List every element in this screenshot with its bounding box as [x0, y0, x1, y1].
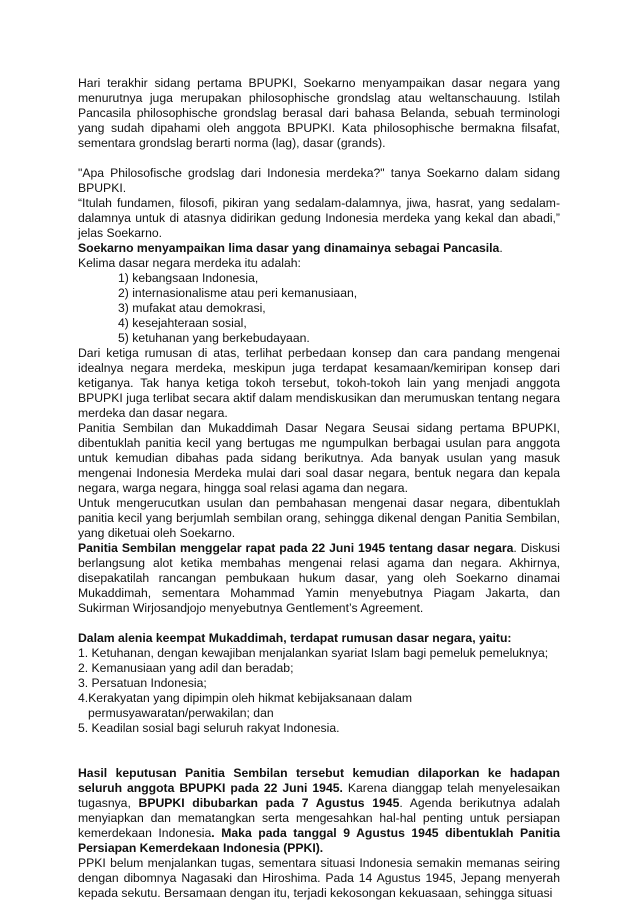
- spacer: [78, 736, 560, 766]
- list-intro: Kelima dasar negara merdeka itu adalah:: [78, 256, 301, 270]
- list-item: 1) kebangsaan Indonesia,: [118, 271, 259, 285]
- mukaddimah-list: [78, 646, 560, 736]
- list-item: 2) internasionalisme atau peri kemanusiaan,: [118, 286, 358, 300]
- quote-soekarno-answer: “Itulah fundamen, filosofi, pikiran yang sedalam-dalamnya, jiwa, hasrat, yang sedalam-dalamnya untuk di atasnya didirikan gedung Indonesia merdeka yang kekal dan abadi,” jelas Soekarno.: [78, 196, 560, 240]
- list-item-text: 4.Kerakyatan yang dipimpin oleh hikmat kebijaksanaan dalam: [78, 691, 413, 705]
- heading-five-principles: [78, 241, 560, 256]
- paragraph-ppki: PPKI belum menjalankan tugas, sementara situasi Indonesia semakin memanas seiring dengan dibomnya Nagasaki dan Hiroshima. Pada 14 Agustus 1945, Jepang menyerah kepada sekutu. Bersamaan dengan itu, terjadi kekosongan kekuasaan, sehingga situasi: [78, 856, 560, 900]
- list-item: 5) ketuhanan yang berkebudayaan.: [118, 331, 310, 345]
- list-item: 5. Keadilan sosial bagi seluruh rakyat Indonesia.: [78, 721, 340, 735]
- paragraph-philosophische: Hari terakhir sidang pertama BPUPKI, Soekarno menyampaikan dasar negara yang menurutnya juga merupakan philosophische grondslag atau weltanschauung. Istilah Pancasila philosophische grondslag berasal dari bahasa Belanda, sebuah terminologi yang sudah dipahami oleh anggota BPUPKI. Kata philosophische bermakna filsafat, sementara grondslag berarti norma (lag), dasar (grands).: [78, 76, 560, 150]
- list-item: 3) mufakat atau demokrasi,: [118, 301, 266, 315]
- list-item: 2. Kemanusiaan yang adil dan beradab;: [78, 661, 294, 675]
- paragraph-hasil-keputusan: [78, 766, 560, 856]
- hasil-bold-2: BPUPKI dibubarkan pada 7 Agustus 1945: [138, 796, 400, 810]
- list-item: [78, 691, 560, 721]
- list-item: 3. Persatuan Indonesia;: [78, 676, 207, 690]
- paragraph-three-formulations: Dari ketiga rumusan di atas, terlihat perbedaan konsep dan cara pandang mengenai idealnya negara merdeka, meskipun juga terdapat kesamaan/kemiripan konsep dari ketiganya. Tak hanya ketiga tokoh tersebut, tokoh-tokoh lain yang menjadi anggota BPUPKI juga terlibat secara aktif dalam mendiskusikan dan merumuskan tentang negara merdeka dan dasar negara.: [78, 346, 560, 420]
- hasil-text-2: . Agenda berikutnya adalah menyiapkan dan mematangkan serta mengesahkan hal-hal penting untuk persiapan kemerdekaan Indonesia: [78, 796, 560, 840]
- document-page: [78, 76, 560, 901]
- list-item: 1. Ketuhanan, dengan kewajiban menjalankan syariat Islam bagi pemeluk pemeluknya;: [78, 646, 549, 660]
- paragraph-rapat: [78, 541, 560, 616]
- list-item-continuation: permusyawaratan/perwakilan; dan: [88, 706, 274, 720]
- heading-five-bold: Soekarno menyampaikan lima dasar yang dinamainya sebagai Pancasila: [78, 241, 500, 255]
- paragraph-panitia-sembilan: Panitia Sembilan dan Mukaddimah Dasar Negara Seusai sidang pertama BPUPKI, dibentuklah panitia kecil yang bertugas me ngumpulkan berbagai usulan para anggota untuk kemudian dibahas pada sidang berikutnya. Ada banyak usulan yang masuk mengenai Indonesia Merdeka mulai dari soal dasar negara, bentuk negara dan kepala negara, warga negara, hingga soal relasi agama dan negara.: [78, 421, 560, 495]
- soekarno-principles-list: [78, 271, 560, 346]
- quote-soekarno-question: "Apa Philosofische grodslag dari Indonesia merdeka?" tanya Soekarno dalam sidang BPUPKI.: [78, 166, 560, 195]
- heading-alenia-bold: Dalam alenia keempat Mukaddimah, terdapat rumusan dasar negara, yaitu:: [78, 631, 512, 645]
- heading-five-tail: .: [499, 241, 503, 255]
- rapat-bold: Panitia Sembilan menggelar rapat pada 22 Juni 1945 tentang dasar negara: [78, 541, 514, 555]
- heading-alenia: [78, 631, 560, 646]
- spacer: [78, 616, 560, 631]
- rapat-rest: . Diskusi berlangsung alot ketika membahas mengenai relasi agama dan negara. Akhirnya, disepakatilah rancangan pembukaan hukum dasar, yang oleh Soekarno dinamai Mukaddimah, sementara Mohammad Yamin menyebutnya Piagam Jakarta, dan Sukirman Wirjosandjojo menyebutnya Gentlement’s Agreement.: [78, 541, 560, 615]
- hasil-bold-3: . Maka pada tanggal 9 Agustus 1945 dibentuklah Panitia Persiapan Kemerdekaan Indonesia (PPKI).: [78, 826, 561, 855]
- list-item: 4) kesejahteraan sosial,: [118, 316, 247, 330]
- hasil-text-1: Karena dianggap telah menyelesaikan tugasnya,: [78, 781, 560, 810]
- paragraph-untuk-mengerucutkan: Untuk mengerucutkan usulan dan pembahasan mengenai dasar negara, dibentuklah panitia kecil yang berjumlah sembilan orang, sehingga dikenal dengan Panitia Sembilan, yang diketuai oleh Soekarno.: [78, 496, 560, 540]
- hasil-bold-1: Hasil keputusan Panitia Sembilan tersebut kemudian dilaporkan ke hadapan seluruh anggota BPUPKI pada 22 Juni 1945.: [78, 766, 560, 795]
- spacer: [78, 151, 560, 166]
